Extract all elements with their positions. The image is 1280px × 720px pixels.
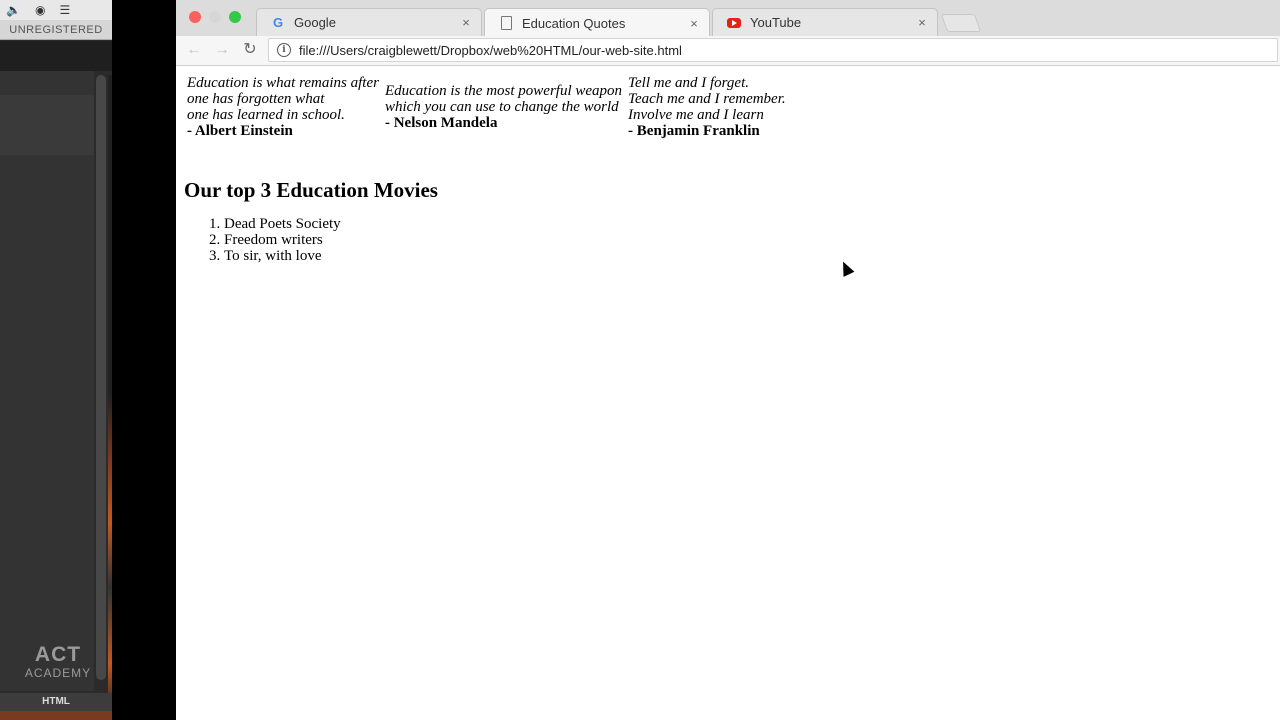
list-item: 1. Dead Poets Society (224, 216, 341, 232)
quotes-table (184, 74, 789, 140)
address-bar[interactable] (268, 38, 1278, 62)
youtube-icon (727, 16, 741, 30)
editor-sidebar-selection (0, 95, 94, 155)
tab-close-icon[interactable]: × (690, 15, 698, 31)
window-minimize-button[interactable] (209, 11, 221, 23)
url-text[interactable]: file:///Users/craigblewett/Dropbox/web%20HTML/our-web-site.html (299, 42, 682, 58)
tab-youtube[interactable] (712, 8, 938, 36)
menubar-status-icons (0, 0, 112, 20)
tab-bar (176, 0, 1280, 36)
logo-top-text: ACT (34, 643, 82, 666)
act-academy-logo (18, 644, 98, 680)
reload-icon[interactable]: ↻ (243, 41, 257, 58)
quote-author: - Albert Einstein (187, 123, 293, 139)
list-item: 3. To sir, with love (224, 248, 341, 264)
new-tab-button[interactable] (941, 14, 982, 32)
tab-title: YouTube (750, 15, 802, 30)
quote-cell (382, 74, 625, 140)
editor-sidebar[interactable] (0, 71, 94, 691)
list-icon[interactable]: ☰ (59, 3, 71, 17)
quote-text: Education is what remains after one has forgotten what one has learned in school. (187, 75, 379, 123)
background-editor-window (0, 0, 112, 720)
tab-education-quotes[interactable] (484, 8, 710, 37)
editor-toolbar (0, 41, 112, 71)
google-icon: G (272, 15, 284, 30)
quote-author: - Nelson Mandela (384, 115, 498, 131)
forward-arrow-icon[interactable]: → (214, 41, 230, 58)
editor-scrollbar[interactable] (96, 75, 106, 680)
desktop-edge (108, 75, 112, 715)
quote-text: Education is the most powerful weapon which you can use to change the world (384, 83, 623, 115)
movies-list (184, 216, 341, 264)
quote-author: - Benjamin Franklin (628, 123, 760, 139)
logo-bottom-text: ACADEMY (24, 666, 92, 680)
mouse-cursor-icon (838, 259, 855, 277)
tab-google[interactable] (256, 8, 482, 36)
desktop-wallpaper-strip (0, 711, 112, 720)
tab-close-icon[interactable]: × (918, 15, 926, 30)
back-arrow-icon[interactable]: ← (186, 41, 202, 58)
tab-close-icon[interactable]: × (462, 15, 470, 30)
document-icon (499, 16, 513, 30)
syntax-mode-label[interactable]: HTML (0, 693, 112, 711)
browser-toolbar (176, 36, 1280, 66)
siri-icon[interactable]: ◉ (34, 3, 46, 17)
speaker-icon[interactable]: 🔈 (6, 3, 21, 17)
window-close-button[interactable] (189, 11, 201, 23)
window-zoom-button[interactable] (229, 11, 241, 23)
list-item: 2. Freedom writers (224, 232, 341, 248)
info-icon[interactable]: i (277, 43, 291, 57)
quote-cell (625, 74, 789, 140)
quote-cell (184, 74, 382, 140)
page-content (176, 66, 1280, 720)
movies-heading: Our top 3 Education Movies (184, 178, 438, 202)
quotes-row (184, 74, 789, 140)
tab-title: Google (294, 15, 336, 30)
tab-title: Education Quotes (522, 15, 626, 31)
quote-text: Tell me and I forget. Teach me and I remember. Involve me and I learn (628, 75, 786, 123)
browser-window (176, 0, 1280, 720)
unregistered-label: UNREGISTERED (0, 20, 112, 40)
